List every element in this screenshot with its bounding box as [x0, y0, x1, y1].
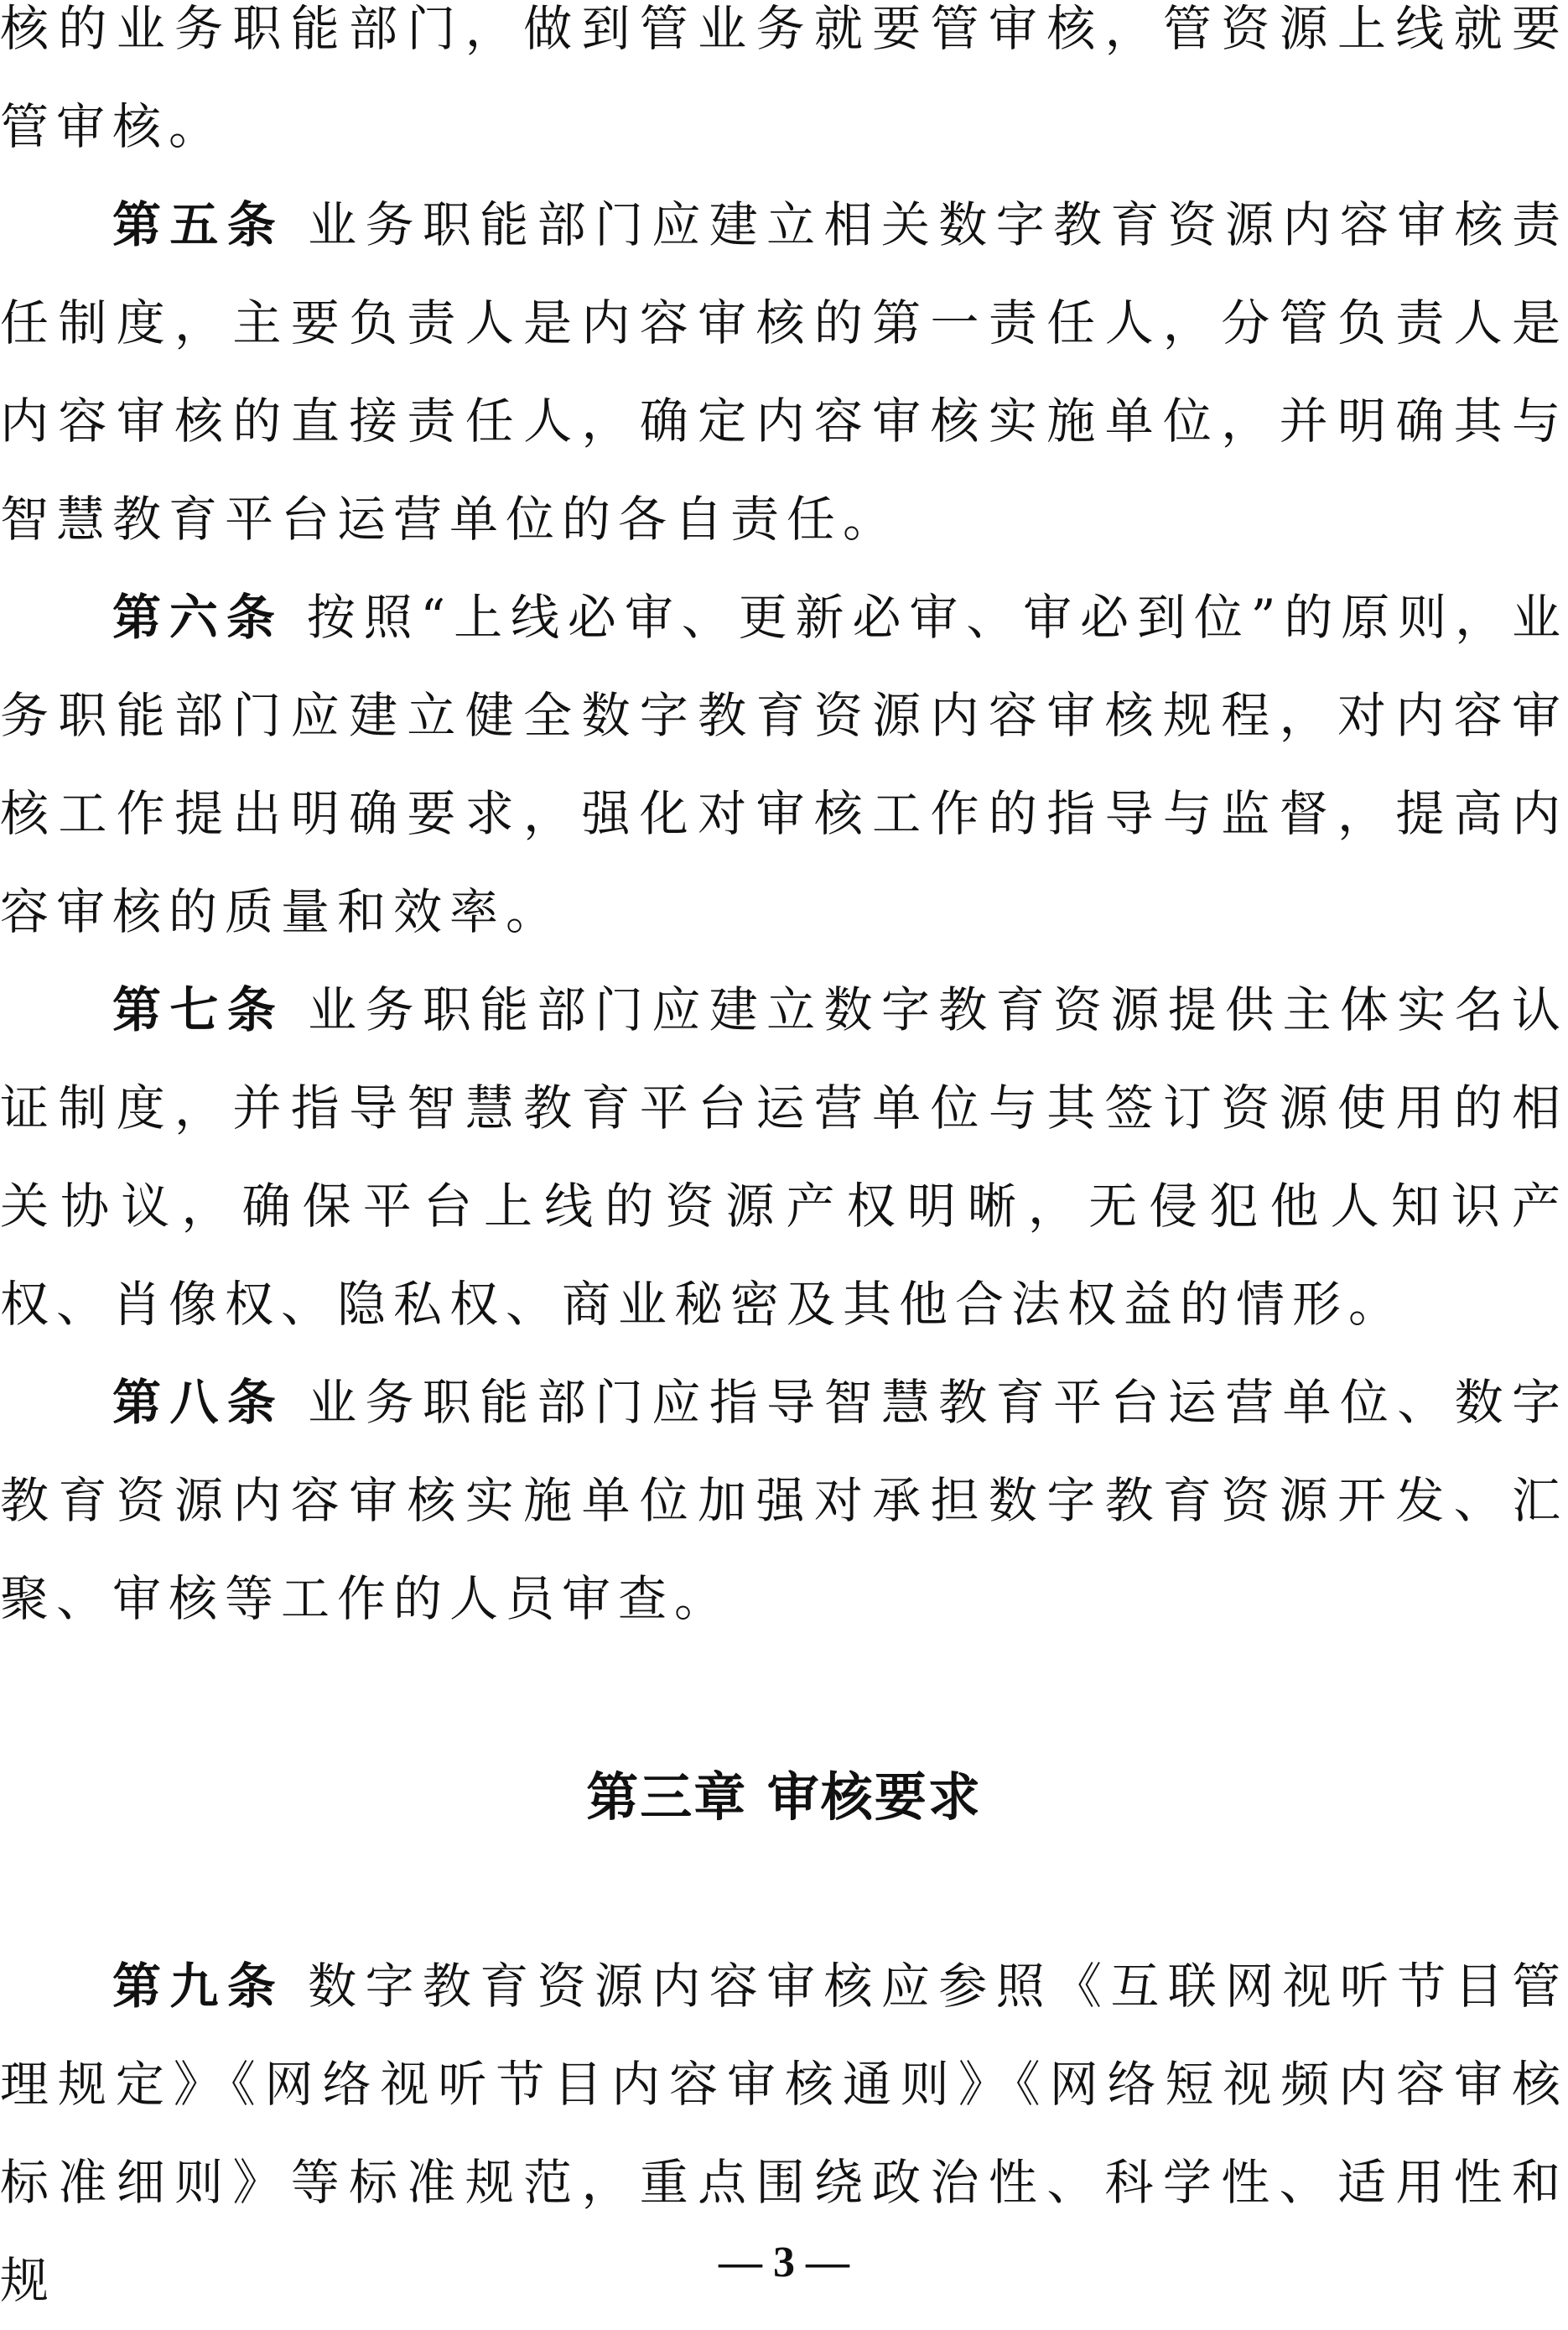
article-5-text: 业务职能部门应建立相关数字教育资源内容审核责任制度，主要负责人是内容审核的第一责任人，分管负责人是内容审核的直接责任人，确定内容审核实施单位，并明确其与智慧教育平台运营单位的各自责任。: [0, 196, 1568, 548]
article-5-label: 第五条: [112, 196, 285, 253]
article-9-label: 第九条: [112, 1958, 285, 2015]
chapter-heading: 第三章 审核要求: [586, 1766, 982, 1828]
article-9-text: 数字教育资源内容审核应参照《互联网视听节目管理规定》《网络视听节目内容审核通则》《网络短视频内容审核标准细则》等标准规范，重点围绕政治性、科学性、适用性和规: [0, 1958, 1568, 2309]
article-7-paragraph: [0, 961, 1568, 1354]
article-6-paragraph: [0, 569, 1568, 961]
article-8-paragraph: [0, 1354, 1568, 1648]
article-8-label: 第八条: [112, 1374, 285, 1431]
article-5-paragraph: [0, 176, 1568, 569]
article-7-label: 第七条: [112, 981, 285, 1038]
article-6-text: 按照“上线必审、更新必审、审必到位”的原则，业务职能部门应建立健全数字教育资源内容审核规程，对内容审核工作提出明确要求，强化对审核工作的指导与监督，提高内容审核的质量和效率。: [0, 589, 1568, 940]
article-6-label: 第六条: [112, 589, 283, 646]
article-7-text: 业务职能部门应建立数字教育资源提供主体实名认证制度，并指导智慧教育平台运营单位与其签订资源使用的相关协议，确保平台上线的资源产权明晰，无侵犯他人知识产权、肖像权、隐私权、商业秘密及其他合法权益的情形。: [0, 981, 1568, 1333]
paragraph-continuation: [0, 0, 1568, 176]
paragraph-text: 核的业务职能部门，做到管业务就要管审核，管资源上线就要管审核。: [0, 0, 1568, 155]
article-8-text: 业务职能部门应指导智慧教育平台运营单位、数字教育资源内容审核实施单位加强对承担数字教育资源开发、汇聚、审核等工作的人员审查。: [0, 1374, 1568, 1627]
page-number: — 3 —: [719, 2239, 849, 2286]
